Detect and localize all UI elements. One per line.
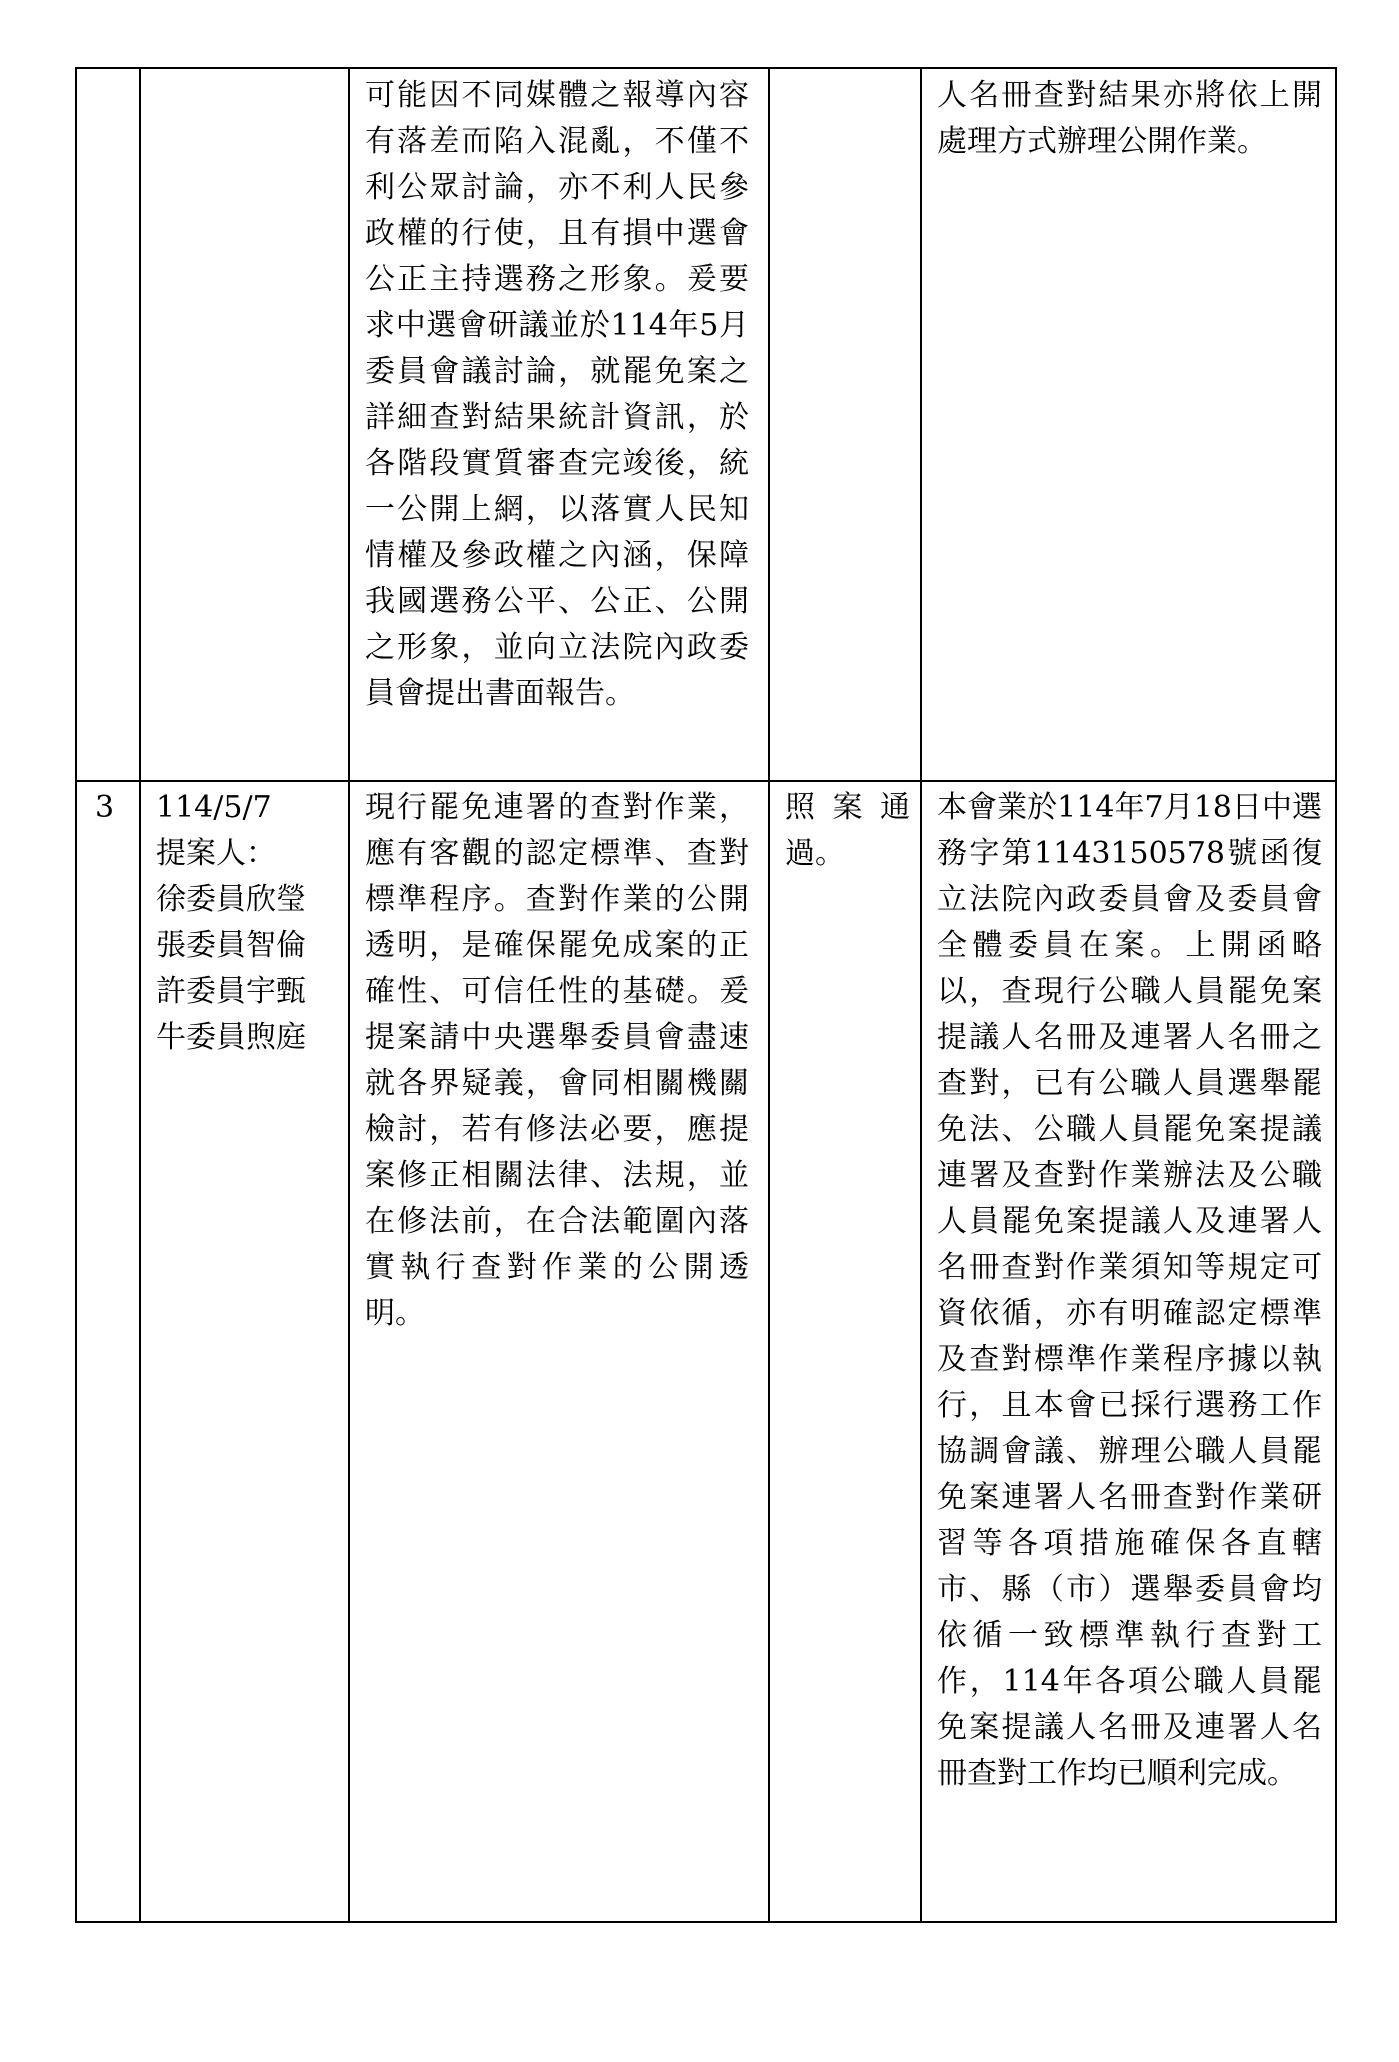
row-divider (75, 780, 1337, 782)
proposer-name: 許委員宇甄 (156, 974, 306, 1009)
col-border (920, 67, 922, 1923)
col-border (1335, 67, 1337, 1923)
row2-handling-cell (937, 785, 1322, 1797)
table-top-border (75, 67, 1337, 69)
row2-resolution-cell (785, 785, 910, 877)
document-table (75, 67, 1337, 1923)
row1-proposal-text: 可能因不同媒體之報導內容有落差而陷入混亂，不僅不利公眾討論，亦不利人民參政權的行使，且有損中選會公正主持選務之形象。爰要求中選會研議並於114年5月委員會議討論，就罷免案之詳細查對結果統計資訊，於各階段實質審查完竣後，統一公開上網，以落實人民知情權及參政權之內涵，保障我國選務公平、公正、公開之形象，並向立法院內政委員會提出書面報告。 (365, 78, 749, 711)
proposer-name: 張委員智倫 (156, 928, 306, 963)
row2-handling-text: 本會業於114年7月18日中選務字第1143150578號函復立法院內政委員會及委員會全體委員在案。上開函略以，查現行公職人員罷免案提議人名冊及連署人名冊之查對，已有公職人員選舉罷免法、公職人員罷免案提議連署及查對作業辦法及公職人員罷免案提議人及連署人名冊查對作業須知等規定可資依循，亦有明確認定標準及查對標準作業程序據以執行，且本會已採行選務工作協調會議、辦理公職人員罷免案連署人名冊查對作業研習等各項措施確保各直轄市、縣（市）選舉委員會均依循一致標準執行查對工作，114年各項公職人員罷免案提議人名冊及連署人名冊查對工作均已順利完成。 (937, 790, 1322, 1791)
col-border (75, 67, 77, 1923)
row2-proposal-cell (365, 785, 749, 1337)
row2-date-proposer-cell (156, 785, 346, 1061)
proposal-date: 114/5/7 (156, 790, 272, 825)
row1-handling-cell (937, 73, 1322, 165)
row2-proposal-text: 現行罷免連署的查對作業，應有客觀的認定標準、查對標準程序。查對作業的公開透明，是確保罷免成案的正確性、可信任性的基礎。爰提案請中央選舉委員會盡速就各界疑義，會同相關機關檢討，若有修法必要，應提案修正相關法律、法規，並在修法前，在合法範圍內落實執行查對作業的公開透明。 (365, 790, 749, 1331)
proposer-name: 牛委員煦庭 (156, 1020, 306, 1055)
row2-resolution-text: 照案通過。 (785, 790, 910, 871)
row1-proposal-cell (365, 73, 749, 717)
table-bottom-border (75, 1921, 1337, 1923)
col-border (139, 67, 141, 1923)
row-number: 3 (95, 790, 115, 825)
col-border (348, 67, 350, 1923)
proposer-name: 徐委員欣瑩 (156, 882, 306, 917)
row1-handling-text: 人名冊查對結果亦將依上開處理方式辦理公開作業。 (937, 78, 1322, 159)
proposer-label: 提案人： (156, 836, 276, 871)
row2-number-cell (95, 785, 135, 831)
col-border (768, 67, 770, 1923)
